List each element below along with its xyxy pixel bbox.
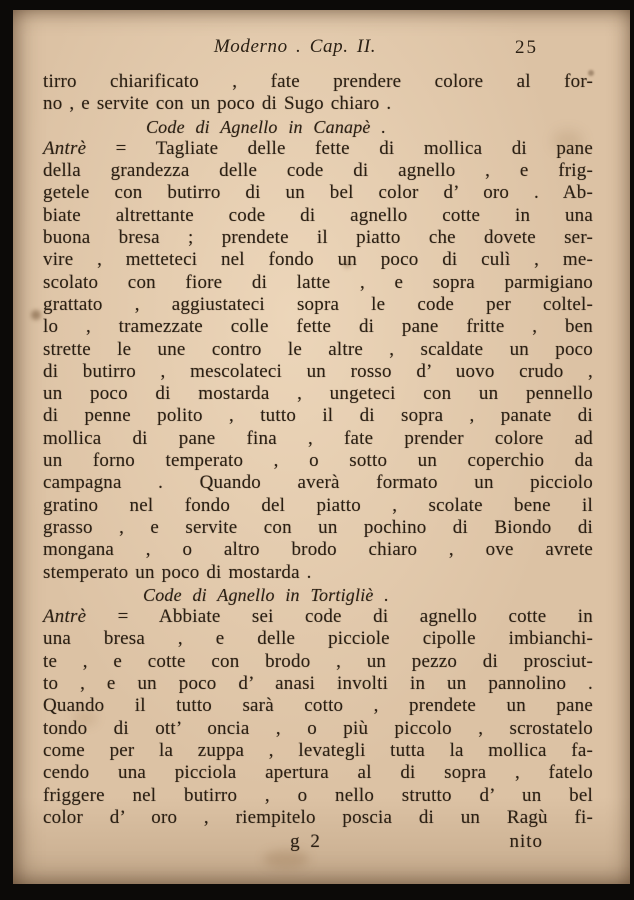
- text-segment: cendo una picciola apertura al di sopra , fatelo: [43, 762, 593, 784]
- text-segment: di penne polito , tutto il di sopra , panate di: [43, 405, 593, 427]
- text-line: [43, 651, 593, 673]
- text-segment: stemperato un poco di mostarda .: [43, 561, 312, 583]
- text-segment: biate altrettante code di agnello cotte in una: [43, 204, 593, 226]
- text-segment: tondo di ott’ oncia , o più piccolo , scrostatelo: [43, 717, 593, 739]
- text-segment: mongana , o altro brodo chiaro , ove avrete: [43, 539, 593, 561]
- page-footer: [43, 831, 593, 853]
- text-segment: di butirro , mescolateci un rosso d’ uovo crudo ,: [43, 360, 593, 382]
- text-line: [43, 138, 593, 160]
- catchword: nito: [509, 831, 543, 853]
- text-line: [43, 405, 593, 427]
- text-line: [43, 339, 593, 361]
- text-segment: lo , tramezzate colle fette di pane fritte , ben: [43, 316, 593, 338]
- text-line: [43, 450, 593, 472]
- text-segment: tirro chiarificato , fate prendere colore al for-: [43, 71, 593, 92]
- page-number: 25: [515, 37, 538, 58]
- text-line: [43, 762, 593, 784]
- text-segment: te , e cotte con brodo , un pezzo di prosciut-: [43, 650, 593, 672]
- text-line: [43, 93, 593, 115]
- text-segment: come per la zuppa , levategli tutta la mollica fa-: [43, 739, 593, 761]
- text-segment: Code di Agnello in Canapè .: [145, 116, 387, 137]
- text-line: [43, 718, 593, 740]
- text-line: [43, 740, 593, 762]
- text-segment: buona bresa ; prendete il piatto che dovete ser-: [43, 227, 593, 249]
- text-line: [43, 71, 593, 93]
- text-segment: gratino nel fondo del piatto , scolate bene il: [43, 494, 593, 516]
- text-line: [43, 160, 593, 182]
- text-line: [43, 539, 593, 561]
- paper-stain: [31, 310, 41, 320]
- text-segment: friggere nel butirro , o nello strutto d’ un bel: [43, 784, 593, 806]
- text-line: [43, 249, 593, 271]
- text-line: [43, 606, 593, 628]
- text-block: [43, 71, 593, 853]
- text-segment: no , e servite con un poco di Sugo chiaro .: [43, 93, 392, 115]
- text-line: [43, 517, 593, 539]
- text-line: [43, 361, 593, 383]
- text-segment: = Abbiate sei code di agnello cotte in: [86, 606, 593, 628]
- text-line: [43, 472, 593, 494]
- text-line: [43, 227, 593, 249]
- text-line: [43, 695, 593, 717]
- text-segment: getele con butirro di un bel color d’ oro . Ab-: [43, 182, 593, 204]
- text-segment: to , e un poco d’ anasi involti in un pannolino .: [43, 673, 593, 695]
- text-segment: strette le une contro le altre , scaldate un poco: [43, 338, 593, 360]
- running-title: Moderno . Cap. II.: [213, 36, 377, 57]
- text-line: [43, 294, 593, 316]
- text-line: [43, 807, 593, 829]
- text-line: [43, 673, 593, 695]
- text-line: [43, 785, 593, 807]
- text-segment: grasso , e servite con un pochino di Biondo di: [43, 516, 593, 538]
- text-segment: della grandezza delle code di agnello , e frig-: [43, 160, 593, 182]
- signature-mark: g 2: [290, 831, 322, 853]
- paper-page: [13, 10, 630, 884]
- text-line: [43, 628, 593, 650]
- text-segment: = Tagliate delle fette di mollica di pane: [86, 137, 593, 159]
- section-heading: [0, 116, 541, 138]
- text-line: [43, 562, 593, 584]
- page-header: [43, 36, 593, 60]
- text-line: [43, 182, 593, 204]
- text-segment: campagna . Quando averà formato un picciolo: [43, 472, 593, 494]
- text-segment: vire , metteteci nel fondo un poco di culì , me-: [43, 249, 593, 271]
- text-segment: Code di Agnello in Tortigliè .: [142, 584, 389, 605]
- text-segment: mollica di pane fina , fate prender colore ad: [43, 427, 593, 449]
- text-segment: color d’ oro , riempitelo poscia di un Ragù fi-: [43, 806, 593, 828]
- text-segment: Quando il tutto sarà cotto , prendete un pane: [43, 695, 593, 717]
- text-line: [43, 495, 593, 517]
- section-heading: [0, 584, 541, 606]
- text-segment: Antrè: [43, 137, 87, 159]
- text-line: [43, 272, 593, 294]
- text-segment: un forno temperato , o sotto un coperchio da: [43, 450, 593, 472]
- text-segment: grattato , aggiustateci sopra le code per coltel-: [43, 293, 593, 315]
- text-segment: scolato con fiore di latte , e sopra parmigiano: [43, 271, 593, 293]
- text-segment: una bresa , e delle picciole cipolle imbianchi-: [43, 628, 593, 650]
- text-segment: un poco di mostarda , ungeteci con un pennello: [43, 383, 593, 405]
- text-line: [43, 205, 593, 227]
- text-line: [43, 316, 593, 338]
- text-line: [43, 383, 593, 405]
- text-line: [43, 428, 593, 450]
- text-segment: Antrè: [43, 606, 87, 628]
